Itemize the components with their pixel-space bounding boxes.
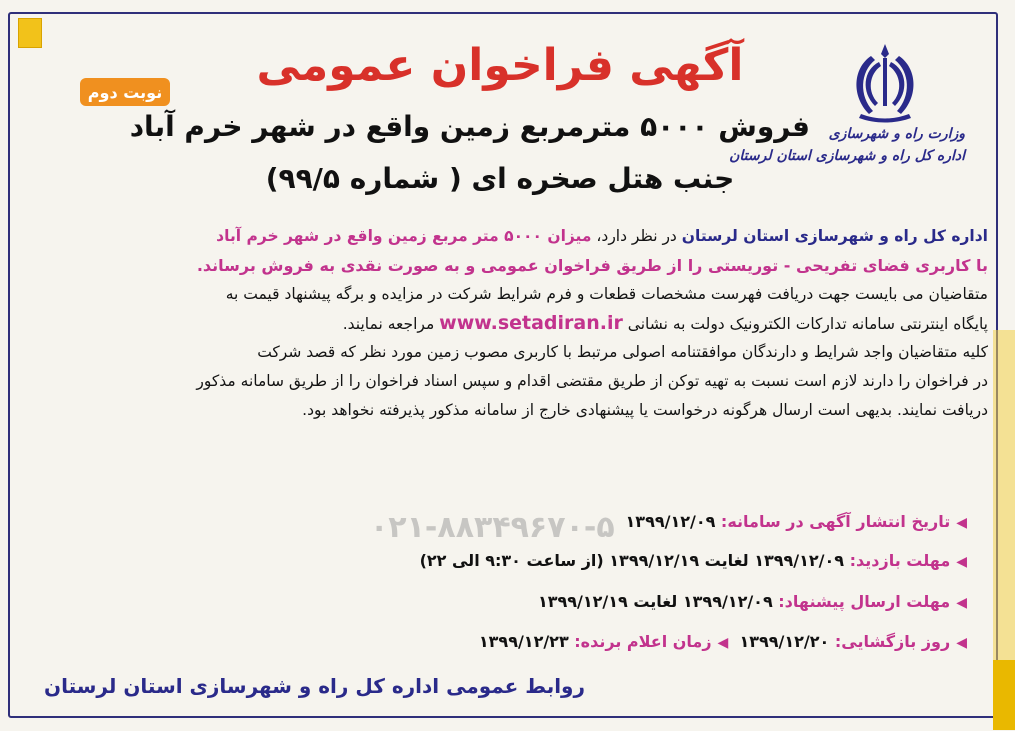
ad-body	[38, 222, 988, 425]
department-name: اداره کل راه و شهرسازی استان لرستان	[729, 148, 965, 164]
watermark-phone: ۰۲۱-۸۸۳۴۹۶۷۰-۵	[370, 510, 615, 545]
arrow-left-icon: ◀	[717, 635, 729, 651]
winner-label: زمان اعلام برنده:	[574, 632, 712, 651]
winner-value: ۱۳۹۹/۱۲/۲۳	[478, 632, 569, 651]
ministry-name: وزارت راه و شهرسازی	[828, 126, 965, 142]
footer-signature: روابط عمومی اداره کل راه و شهرسازی استان لرستان	[44, 674, 586, 698]
yellow-edge-bottom	[993, 660, 1015, 730]
body-line-2: با کاربری فضای تفریحی - توریستی را از طریق فراخوان عمومی و به صورت نقدی به فروش برساند.	[196, 256, 988, 275]
arrow-left-icon: ◀	[956, 554, 967, 570]
iran-emblem-icon	[845, 40, 925, 128]
body-text: در نظر دارد،	[591, 227, 682, 245]
visit-value: ۱۳۹۹/۱۲/۰۹ لغایت ۱۳۹۹/۱۲/۱۹ (از ساعت ۹:۳۰ الی ۲۲)	[419, 551, 845, 570]
setad-link[interactable]: www.setadiran.ir	[439, 312, 623, 334]
body-line-6: در فراخوان را دارند لازم است نسبت به تهیه توکن از طریق مقتضی اقدام و سپس اسناد فراخوان را از طریق سامانه مذکور	[196, 372, 988, 390]
body-line-3: متقاضیان می بایست جهت دریافت فهرست مشخصات قطعات و فرم شرایط شرکت در مزایده و برگه پیشنهاد قیمت به	[225, 285, 988, 303]
body-line-7: دریافت نمایند. بدیهی است ارسال هرگونه درخواست یا پیشنهادی خارج از سامانه مذکور پذیرفته نخواهد بود.	[302, 401, 988, 419]
submit-deadline-row	[27, 592, 967, 611]
submit-value: ۱۳۹۹/۱۲/۰۹ لغایت ۱۳۹۹/۱۲/۱۹	[537, 592, 773, 611]
body-line-5: کلیه متقاضیان واجد شرایط و دارندگان موافقتنامه اصولی مرتبط با کاربری مصوب زمین مورد نظر که قصد شرکت	[257, 343, 988, 361]
ad-subtitle: فروش ۵۰۰۰ مترمربع زمین واقع در شهر خرم آباد	[129, 110, 810, 143]
opening-row	[27, 632, 967, 651]
yellow-marker	[18, 18, 42, 48]
arrow-left-icon: ◀	[956, 635, 967, 651]
round-badge: نوبت دوم	[80, 78, 170, 106]
publish-value: ۱۳۹۹/۱۲/۰۹	[625, 512, 716, 531]
arrow-left-icon: ◀	[956, 515, 967, 531]
department-mention: اداره کل راه و شهرسازی استان لرستان	[681, 227, 988, 245]
opening-label: روز بازگشایی:	[834, 632, 951, 651]
visit-deadline-row	[27, 551, 967, 570]
publish-label: تاریخ انتشار آگهی در سامانه:	[720, 512, 951, 531]
body-line-4	[38, 309, 988, 338]
visit-label: مهلت بازدید:	[849, 551, 951, 570]
ministry-caption	[729, 123, 965, 167]
arrow-left-icon: ◀	[956, 595, 967, 611]
opening-value: ۱۳۹۹/۱۲/۲۰	[739, 632, 830, 651]
publish-date-row	[27, 512, 967, 531]
body-text: مراجعه نمایند.	[342, 315, 440, 333]
body-text: پایگاه اینترنتی سامانه تدارکات الکترونیک دولت به نشانی	[622, 315, 988, 333]
ad-subtitle-number: جنب هتل صخره ای ( شماره ۹۹/۵)	[265, 162, 735, 195]
ad-title: آگهی فراخوان عمومی	[256, 40, 744, 91]
body-line-1	[38, 222, 988, 251]
land-amount: میزان ۵۰۰۰ متر مربع زمین واقع در شهر خرم آباد	[216, 227, 592, 245]
submit-label: مهلت ارسال پیشنهاد:	[778, 592, 951, 611]
